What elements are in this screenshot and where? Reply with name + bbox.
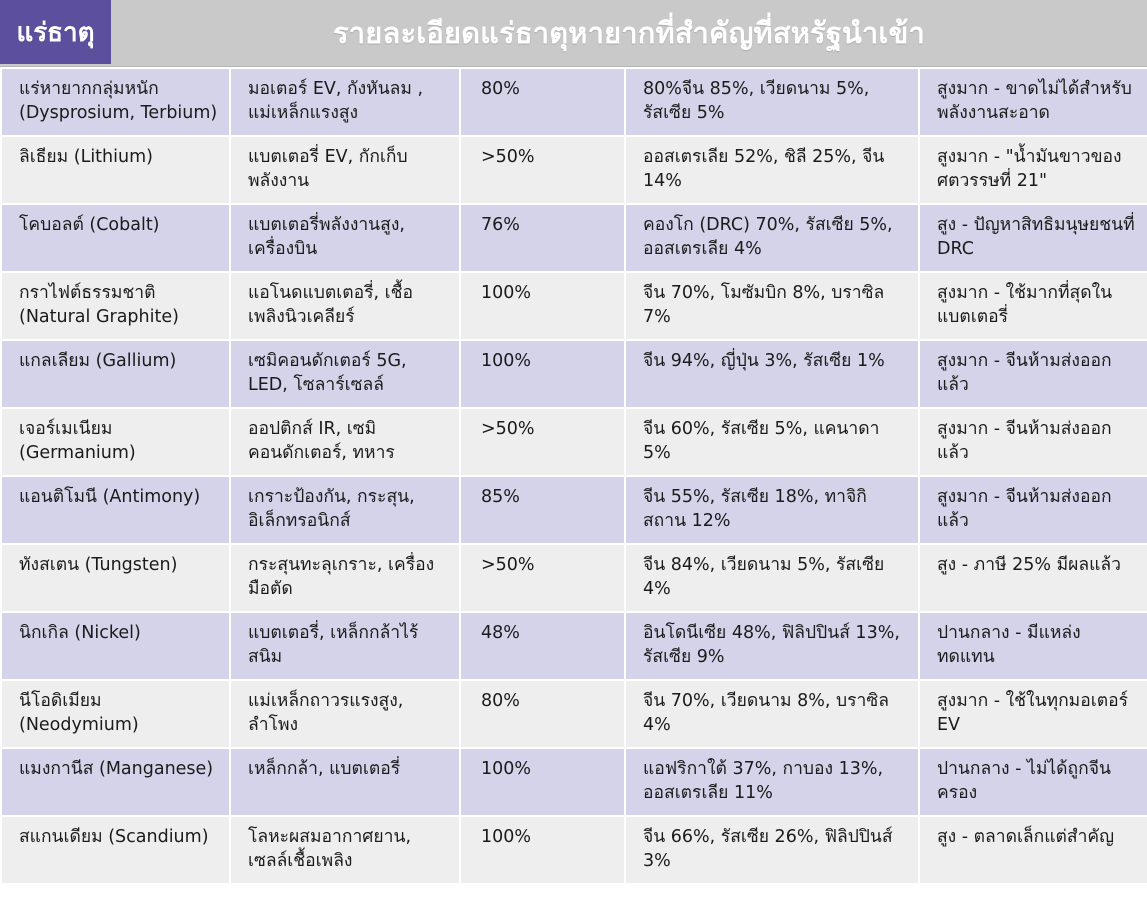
importance-cell: สูงมาก - จีนห้ามส่งออกแล้ว <box>919 340 1147 408</box>
import-share-cell: >50% <box>460 408 625 476</box>
import-share-cell: 100% <box>460 272 625 340</box>
minerals-table-body <box>1 68 1147 884</box>
importance-cell: สูงมาก - ขาดไม่ได้สำหรับพลังงานสะอาด <box>919 68 1147 136</box>
uses-cell: เกราะป้องกัน, กระสุน, อิเล็กทรอนิกส์ <box>230 476 460 544</box>
page-header <box>0 0 1147 67</box>
uses-cell: แบตเตอรี่ EV, กักเก็บพลังงาน <box>230 136 460 204</box>
uses-cell: แบตเตอรี่, เหล็กกล้าไร้สนิม <box>230 612 460 680</box>
uses-cell: เซมิคอนดักเตอร์ 5G, LED, โซลาร์เซลล์ <box>230 340 460 408</box>
table-row <box>1 408 1147 476</box>
importance-cell: ปานกลาง - มีแหล่งทดแทน <box>919 612 1147 680</box>
mineral-name-cell: นิกเกิล (Nickel) <box>1 612 230 680</box>
import-share-cell: 100% <box>460 340 625 408</box>
mineral-name-cell: แมงกานีส (Manganese) <box>1 748 230 816</box>
import-share-cell: >50% <box>460 544 625 612</box>
import-share-cell: 100% <box>460 816 625 884</box>
mineral-name-cell: ลิเธียม (Lithium) <box>1 136 230 204</box>
table-row <box>1 136 1147 204</box>
mineral-name-cell: แอนติโมนี (Antimony) <box>1 476 230 544</box>
sources-cell: จีน 94%, ญี่ปุ่น 3%, รัสเซีย 1% <box>625 340 919 408</box>
import-share-cell: >50% <box>460 136 625 204</box>
importance-cell: สูง - ภาษี 25% มีผลแล้ว <box>919 544 1147 612</box>
sources-cell: ออสเตรเลีย 52%, ชิลี 25%, จีน 14% <box>625 136 919 204</box>
importance-cell: สูง - ตลาดเล็กแต่สำคัญ <box>919 816 1147 884</box>
sources-cell: คองโก (DRC) 70%, รัสเซีย 5%, ออสเตรเลีย 4% <box>625 204 919 272</box>
importance-cell: สูงมาก - ใช้มากที่สุดในแบตเตอรี่ <box>919 272 1147 340</box>
table-row <box>1 680 1147 748</box>
mineral-name-cell: นีโอดิเมียม (Neodymium) <box>1 680 230 748</box>
table-row <box>1 612 1147 680</box>
table-row <box>1 544 1147 612</box>
table-row <box>1 476 1147 544</box>
table-row <box>1 340 1147 408</box>
mineral-name-cell: สแกนเดียม (Scandium) <box>1 816 230 884</box>
importance-cell: สูงมาก - "น้ำมันขาวของศตวรรษที่ 21" <box>919 136 1147 204</box>
table-row <box>1 272 1147 340</box>
mineral-name-cell: แกลเลียม (Gallium) <box>1 340 230 408</box>
sources-cell: แอฟริกาใต้ 37%, กาบอง 13%, ออสเตรเลีย 11% <box>625 748 919 816</box>
table-row <box>1 68 1147 136</box>
table-row <box>1 748 1147 816</box>
import-share-cell: 85% <box>460 476 625 544</box>
import-share-cell: 100% <box>460 748 625 816</box>
sources-cell: 80%จีน 85%, เวียดนาม 5%, รัสเซีย 5% <box>625 68 919 136</box>
mineral-name-cell: เจอร์เมเนียม (Germanium) <box>1 408 230 476</box>
uses-cell: โลหะผสมอากาศยาน, เซลล์เชื้อเพลิง <box>230 816 460 884</box>
table-row <box>1 204 1147 272</box>
uses-cell: ออปติกส์ IR, เซมิคอนดักเตอร์, ทหาร <box>230 408 460 476</box>
sources-cell: จีน 66%, รัสเซีย 26%, ฟิลิปปินส์ 3% <box>625 816 919 884</box>
uses-cell: แบตเตอรี่พลังงานสูง, เครื่องบิน <box>230 204 460 272</box>
mineral-name-cell: แร่หายากกลุ่มหนัก (Dysprosium, Terbium) <box>1 68 230 136</box>
sources-cell: จีน 70%, เวียดนาม 8%, บราซิล 4% <box>625 680 919 748</box>
uses-cell: กระสุนทะลุเกราะ, เครื่องมือตัด <box>230 544 460 612</box>
uses-cell: เหล็กกล้า, แบตเตอรี่ <box>230 748 460 816</box>
sources-cell: จีน 84%, เวียดนาม 5%, รัสเซีย 4% <box>625 544 919 612</box>
mineral-name-cell: กราไฟต์ธรรมชาติ (Natural Graphite) <box>1 272 230 340</box>
importance-cell: สูงมาก - จีนห้ามส่งออกแล้ว <box>919 476 1147 544</box>
importance-cell: สูง - ปัญหาสิทธิมนุษยชนที่ DRC <box>919 204 1147 272</box>
sources-cell: จีน 55%, รัสเซีย 18%, ทาจิกิสถาน 12% <box>625 476 919 544</box>
uses-cell: มอเตอร์ EV, กังหันลม , แม่เหล็กแรงสูง <box>230 68 460 136</box>
sources-cell: จีน 70%, โมซัมบิก 8%, บราซิล 7% <box>625 272 919 340</box>
mineral-name-cell: ทังสเตน (Tungsten) <box>1 544 230 612</box>
table-row <box>1 816 1147 884</box>
page-title: รายละเอียดแร่ธาตุหายากที่สำคัญที่สหรัฐนำเข้า <box>333 16 925 50</box>
importance-cell: สูงมาก - ใช้ในทุกมอเตอร์ EV <box>919 680 1147 748</box>
import-share-cell: 80% <box>460 68 625 136</box>
import-share-cell: 76% <box>460 204 625 272</box>
mineral-name-cell: โคบอลต์ (Cobalt) <box>1 204 230 272</box>
uses-cell: แอโนดแบตเตอรี่, เชื้อเพลิงนิวเคลียร์ <box>230 272 460 340</box>
sources-cell: อินโดนีเซีย 48%, ฟิลิปปินส์ 13%, รัสเซีย 9% <box>625 612 919 680</box>
uses-cell: แม่เหล็กถาวรแรงสูง, ลำโพง <box>230 680 460 748</box>
import-share-cell: 80% <box>460 680 625 748</box>
importance-cell: สูงมาก - จีนห้ามส่งออกแล้ว <box>919 408 1147 476</box>
importance-cell: ปานกลาง - ไม่ได้ถูกจีนครอง <box>919 748 1147 816</box>
category-tag: แร่ธาตุ <box>0 0 111 64</box>
import-share-cell: 48% <box>460 612 625 680</box>
minerals-table <box>0 67 1147 885</box>
sources-cell: จีน 60%, รัสเซีย 5%, แคนาดา 5% <box>625 408 919 476</box>
